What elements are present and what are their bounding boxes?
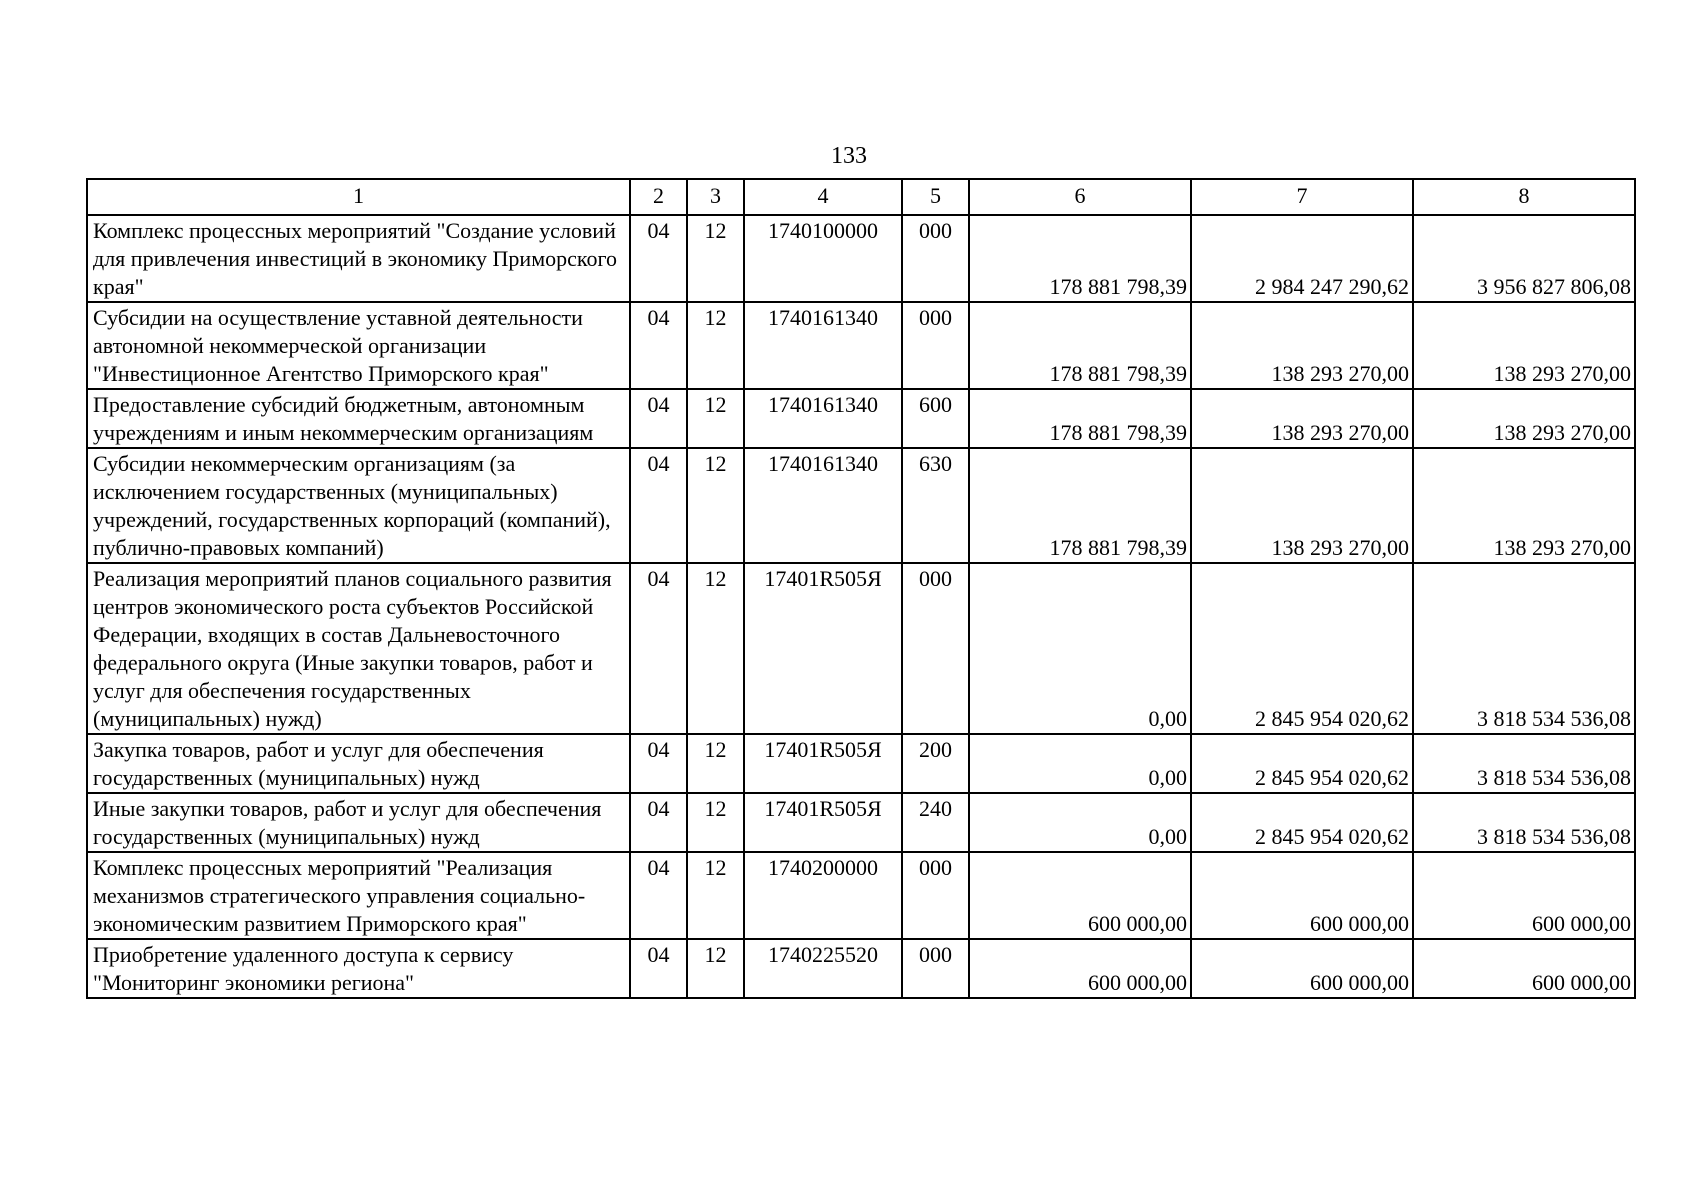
expense-type-cell: 000 — [902, 563, 969, 734]
subsection-code-cell: 12 — [687, 793, 744, 852]
amount-col7-cell: 2 984 247 290,62 — [1191, 215, 1413, 302]
row-name-cell: Субсидии некоммерческим организациям (за исключением государственных (муниципальных) учреждений, государственных корпораций (компаний), публично-правовых компаний) — [87, 448, 630, 563]
amount-col8-cell: 600 000,00 — [1413, 939, 1635, 998]
header-row — [87, 179, 1635, 215]
section-code-cell: 04 — [630, 215, 687, 302]
target-article-cell: 1740100000 — [744, 215, 902, 302]
amount-col7-cell: 600 000,00 — [1191, 939, 1413, 998]
amount-col7-cell: 2 845 954 020,62 — [1191, 793, 1413, 852]
target-article-cell: 1740225520 — [744, 939, 902, 998]
row-name-cell: Комплекс процессных мероприятий "Реализация механизмов стратегического управления социально-экономическим развитием Приморского края" — [87, 852, 630, 939]
column-header-4: 4 — [744, 179, 902, 215]
target-article-cell: 1740200000 — [744, 852, 902, 939]
expense-type-cell: 600 — [902, 389, 969, 448]
subsection-code-cell: 12 — [687, 852, 744, 939]
table-row — [87, 852, 1635, 939]
row-name-cell: Закупка товаров, работ и услуг для обеспечения государственных (муниципальных) нужд — [87, 734, 630, 793]
target-article-cell: 17401R505Я — [744, 563, 902, 734]
table-row — [87, 939, 1635, 998]
column-header-7: 7 — [1191, 179, 1413, 215]
budget-table — [86, 178, 1636, 999]
amount-col8-cell: 3 818 534 536,08 — [1413, 734, 1635, 793]
expense-type-cell: 240 — [902, 793, 969, 852]
section-code-cell: 04 — [630, 734, 687, 793]
subsection-code-cell: 12 — [687, 448, 744, 563]
section-code-cell: 04 — [630, 793, 687, 852]
table-row — [87, 302, 1635, 389]
amount-col6-cell: 600 000,00 — [969, 852, 1191, 939]
section-code-cell: 04 — [630, 448, 687, 563]
amount-col8-cell: 3 956 827 806,08 — [1413, 215, 1635, 302]
table-row — [87, 389, 1635, 448]
amount-col6-cell: 0,00 — [969, 734, 1191, 793]
subsection-code-cell: 12 — [687, 302, 744, 389]
amount-col6-cell: 178 881 798,39 — [969, 302, 1191, 389]
column-header-5: 5 — [902, 179, 969, 215]
column-header-3: 3 — [687, 179, 744, 215]
amount-col6-cell: 600 000,00 — [969, 939, 1191, 998]
expense-type-cell: 000 — [902, 939, 969, 998]
target-article-cell: 1740161340 — [744, 302, 902, 389]
table-row — [87, 563, 1635, 734]
subsection-code-cell: 12 — [687, 563, 744, 734]
page-number: 133 — [831, 143, 867, 169]
table-row — [87, 448, 1635, 563]
amount-col7-cell: 600 000,00 — [1191, 852, 1413, 939]
expense-type-cell: 000 — [902, 215, 969, 302]
amount-col8-cell: 138 293 270,00 — [1413, 448, 1635, 563]
amount-col8-cell: 138 293 270,00 — [1413, 302, 1635, 389]
section-code-cell: 04 — [630, 852, 687, 939]
amount-col8-cell: 138 293 270,00 — [1413, 389, 1635, 448]
expense-type-cell: 630 — [902, 448, 969, 563]
table-row — [87, 793, 1635, 852]
expense-type-cell: 200 — [902, 734, 969, 793]
amount-col7-cell: 2 845 954 020,62 — [1191, 734, 1413, 793]
row-name-cell: Реализация мероприятий планов социального развития центров экономического роста субъектов Российской Федерации, входящих в состав Дальневосточного федерального округа (Иные закупки товаров, работ и услуг для обеспечения государственных (муниципальных) нужд) — [87, 563, 630, 734]
amount-col6-cell: 0,00 — [969, 793, 1191, 852]
row-name-cell: Субсидии на осуществление уставной деятельности автономной некоммерческой организации "Инвестиционное Агентство Приморского края" — [87, 302, 630, 389]
amount-col6-cell: 178 881 798,39 — [969, 215, 1191, 302]
section-code-cell: 04 — [630, 563, 687, 734]
amount-col8-cell: 600 000,00 — [1413, 852, 1635, 939]
amount-col8-cell: 3 818 534 536,08 — [1413, 563, 1635, 734]
column-header-8: 8 — [1413, 179, 1635, 215]
column-header-1: 1 — [87, 179, 630, 215]
target-article-cell: 1740161340 — [744, 448, 902, 563]
subsection-code-cell: 12 — [687, 939, 744, 998]
column-header-2: 2 — [630, 179, 687, 215]
target-article-cell: 1740161340 — [744, 389, 902, 448]
amount-col7-cell: 138 293 270,00 — [1191, 389, 1413, 448]
row-name-cell: Комплекс процессных мероприятий "Создание условий для привлечения инвестиций в экономику Приморского края" — [87, 215, 630, 302]
row-name-cell: Приобретение удаленного доступа к сервису "Мониторинг экономики региона" — [87, 939, 630, 998]
section-code-cell: 04 — [630, 302, 687, 389]
section-code-cell: 04 — [630, 939, 687, 998]
amount-col7-cell: 2 845 954 020,62 — [1191, 563, 1413, 734]
table-row — [87, 734, 1635, 793]
amount-col6-cell: 178 881 798,39 — [969, 448, 1191, 563]
table-row — [87, 215, 1635, 302]
expense-type-cell: 000 — [902, 852, 969, 939]
amount-col7-cell: 138 293 270,00 — [1191, 448, 1413, 563]
subsection-code-cell: 12 — [687, 389, 744, 448]
target-article-cell: 17401R505Я — [744, 734, 902, 793]
row-name-cell: Иные закупки товаров, работ и услуг для обеспечения государственных (муниципальных) нужд — [87, 793, 630, 852]
amount-col6-cell: 0,00 — [969, 563, 1191, 734]
subsection-code-cell: 12 — [687, 734, 744, 793]
row-name-cell: Предоставление субсидий бюджетным, автономным учреждениям и иным некоммерческим организациям — [87, 389, 630, 448]
column-header-6: 6 — [969, 179, 1191, 215]
amount-col7-cell: 138 293 270,00 — [1191, 302, 1413, 389]
amount-col8-cell: 3 818 534 536,08 — [1413, 793, 1635, 852]
subsection-code-cell: 12 — [687, 215, 744, 302]
expense-type-cell: 000 — [902, 302, 969, 389]
section-code-cell: 04 — [630, 389, 687, 448]
target-article-cell: 17401R505Я — [744, 793, 902, 852]
amount-col6-cell: 178 881 798,39 — [969, 389, 1191, 448]
